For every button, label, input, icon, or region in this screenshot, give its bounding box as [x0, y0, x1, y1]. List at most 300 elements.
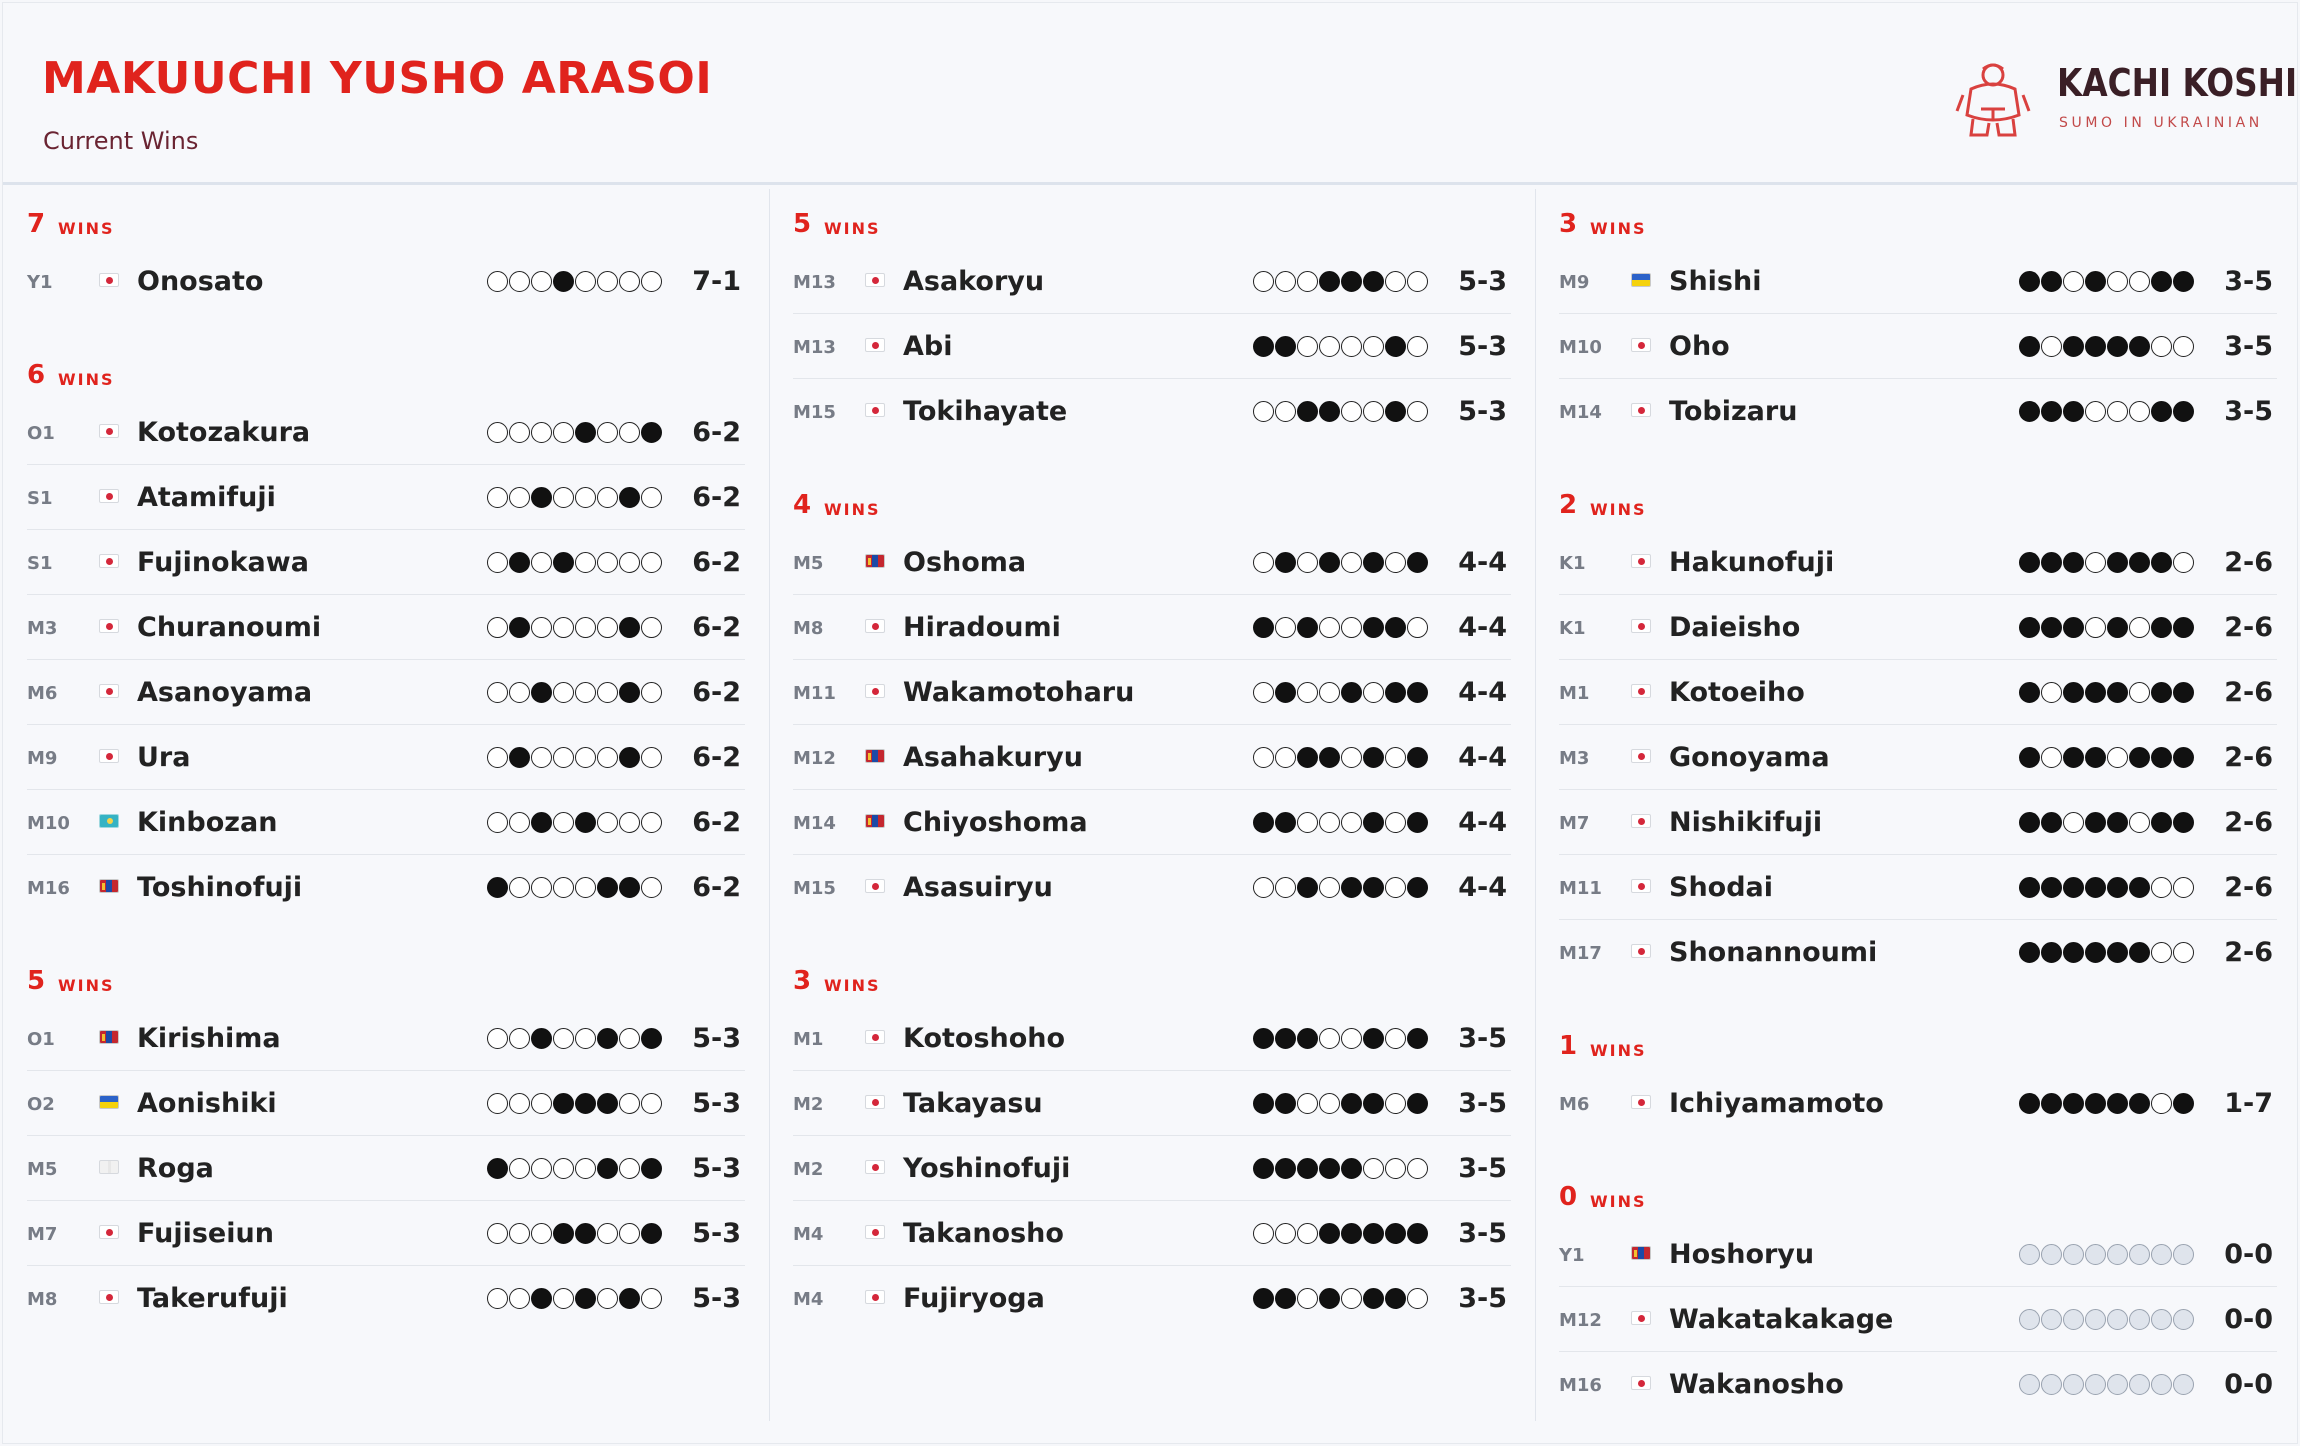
rikishi-row[interactable]: [793, 249, 1511, 314]
win-dot: [1253, 1223, 1274, 1244]
win-dot: [2085, 552, 2106, 573]
win-dot: [1407, 271, 1428, 292]
loss-dot: [2107, 877, 2128, 898]
win-dot: [2173, 336, 2194, 357]
flag-jp-icon: [1631, 1376, 1651, 1390]
rikishi-row[interactable]: [27, 1266, 745, 1331]
rikishi-name: Hakunofuji: [1669, 547, 1835, 578]
wins-count: 3: [1559, 209, 1578, 239]
loss-dot: [531, 682, 552, 703]
rikishi-row[interactable]: [793, 595, 1511, 660]
win-dot: [1319, 812, 1340, 833]
rikishi-name: Takanosho: [903, 1218, 1064, 1249]
win-dot: [597, 271, 618, 292]
loss-dot: [2019, 747, 2040, 768]
win-dot: [531, 747, 552, 768]
loss-dot: [2019, 1093, 2040, 1114]
win-dot: [1275, 271, 1296, 292]
win-dot: [1319, 682, 1340, 703]
rikishi-row[interactable]: [1559, 725, 2277, 790]
rikishi-name: Hoshoryu: [1669, 1239, 1815, 1270]
rikishi-row[interactable]: [1559, 314, 2277, 379]
win-loss-record: 2-6: [2224, 547, 2273, 578]
loss-dot: [487, 1158, 508, 1179]
wins-group-heading: [1559, 1011, 2277, 1071]
unplayed-dot: [2151, 1374, 2172, 1395]
win-loss-record: 5-3: [1458, 266, 1507, 297]
win-loss-record: 3-5: [1458, 1153, 1507, 1184]
unplayed-dot: [2173, 1309, 2194, 1330]
loss-dot: [2063, 747, 2084, 768]
win-dot: [619, 1223, 640, 1244]
win-dot: [2107, 271, 2128, 292]
win-dot: [2151, 1093, 2172, 1114]
win-dot: [531, 552, 552, 573]
rikishi-row[interactable]: [793, 314, 1511, 379]
win-dot: [487, 812, 508, 833]
wins-group: [1559, 1162, 2277, 1417]
loss-dot: [2041, 877, 2062, 898]
group-spacer: [793, 920, 1511, 946]
flag-jp-icon: [1631, 944, 1651, 958]
win-dot: [553, 877, 574, 898]
bout-results: [487, 271, 662, 293]
loss-dot: [1385, 401, 1406, 422]
unplayed-dot: [2063, 1309, 2084, 1330]
win-dot: [1341, 552, 1362, 573]
loss-dot: [2041, 942, 2062, 963]
wins-group: [27, 946, 745, 1331]
kachi-koshi-logo: [1953, 55, 2298, 145]
rank-label: M11: [1559, 878, 1602, 899]
win-loss-record: 4-4: [1458, 742, 1507, 773]
rikishi-row[interactable]: [793, 790, 1511, 855]
rikishi-row[interactable]: [793, 725, 1511, 790]
flag-jp-icon: [865, 1030, 885, 1044]
rikishi-row[interactable]: [1559, 1352, 2277, 1417]
rikishi-row[interactable]: [1559, 1071, 2277, 1136]
loss-dot: [575, 422, 596, 443]
bout-results: [2019, 1374, 2194, 1396]
flag-mn-icon: [99, 879, 119, 893]
rikishi-row[interactable]: [793, 660, 1511, 725]
rank-label: M10: [27, 813, 70, 834]
loss-dot: [2063, 1093, 2084, 1114]
loss-dot: [1253, 617, 1274, 638]
bout-results: [1253, 1223, 1428, 1245]
rikishi-row[interactable]: [793, 530, 1511, 595]
rikishi-row[interactable]: [1559, 249, 2277, 314]
win-dot: [619, 1093, 640, 1114]
rank-label: M6: [27, 683, 58, 704]
win-dot: [487, 1093, 508, 1114]
win-loss-record: 5-3: [1458, 331, 1507, 362]
loss-dot: [2019, 552, 2040, 573]
wins-group: [793, 189, 1511, 444]
win-dot: [1275, 401, 1296, 422]
win-dot: [619, 812, 640, 833]
wins-group: [1559, 1011, 2277, 1136]
win-loss-record: 0-0: [2224, 1369, 2273, 1400]
win-dot: [2173, 942, 2194, 963]
win-dot: [531, 1158, 552, 1179]
rikishi-row[interactable]: [793, 855, 1511, 920]
rikishi-row[interactable]: [793, 379, 1511, 444]
win-loss-record: 7-1: [692, 266, 741, 297]
loss-dot: [2151, 271, 2172, 292]
rank-label: M4: [793, 1224, 824, 1245]
win-dot: [487, 1288, 508, 1309]
bout-results: [2019, 552, 2194, 574]
loss-dot: [2107, 617, 2128, 638]
flag-mn-icon: [865, 554, 885, 568]
rikishi-row[interactable]: [27, 530, 745, 595]
win-dot: [575, 1028, 596, 1049]
loss-dot: [619, 1288, 640, 1309]
loss-dot: [2107, 682, 2128, 703]
loss-dot: [1363, 271, 1384, 292]
win-loss-record: 1-7: [2224, 1088, 2273, 1119]
bout-results: [487, 1158, 662, 1180]
loss-dot: [575, 812, 596, 833]
loss-dot: [1297, 617, 1318, 638]
page-subtitle: Current Wins: [43, 127, 199, 155]
win-dot: [641, 877, 662, 898]
bout-results: [487, 747, 662, 769]
bout-results: [1253, 1158, 1428, 1180]
rikishi-name: Shodai: [1669, 872, 1774, 903]
unplayed-dot: [2107, 1309, 2128, 1330]
rank-label: M9: [1559, 272, 1590, 293]
flag-jp-icon: [99, 1225, 119, 1239]
wins-group: [27, 340, 745, 920]
loss-dot: [597, 1028, 618, 1049]
rank-label: M14: [793, 813, 836, 834]
loss-dot: [1253, 1288, 1274, 1309]
win-loss-record: 6-2: [692, 547, 741, 578]
rank-label: O1: [27, 423, 55, 444]
rikishi-row[interactable]: [27, 1006, 745, 1071]
loss-dot: [1363, 747, 1384, 768]
rikishi-row[interactable]: [1559, 1222, 2277, 1287]
loss-dot: [2063, 336, 2084, 357]
win-dot: [509, 1288, 530, 1309]
win-loss-record: 5-3: [692, 1218, 741, 1249]
unplayed-dot: [2019, 1374, 2040, 1395]
flag-jp-icon: [865, 1160, 885, 1174]
loss-dot: [1363, 1028, 1384, 1049]
win-dot: [553, 747, 574, 768]
win-dot: [1341, 336, 1362, 357]
wins-count: 2: [1559, 490, 1578, 520]
rikishi-row[interactable]: [793, 1071, 1511, 1136]
bout-results: [1253, 1288, 1428, 1310]
rikishi-name: Takerufuji: [137, 1283, 288, 1314]
loss-dot: [1407, 812, 1428, 833]
rikishi-name: Hiradoumi: [903, 612, 1061, 643]
rikishi-row[interactable]: [27, 660, 745, 725]
win-loss-record: 5-3: [692, 1023, 741, 1054]
win-dot: [2063, 812, 2084, 833]
rikishi-row[interactable]: [793, 1266, 1511, 1331]
wins-group: [793, 946, 1511, 1331]
rikishi-row[interactable]: [27, 1201, 745, 1266]
rikishi-row[interactable]: [27, 725, 745, 790]
win-loss-record: 0-0: [2224, 1239, 2273, 1270]
win-dot: [509, 812, 530, 833]
win-dot: [553, 812, 574, 833]
rank-label: M9: [27, 748, 58, 769]
win-dot: [619, 422, 640, 443]
loss-dot: [2063, 552, 2084, 573]
win-dot: [1275, 617, 1296, 638]
loss-dot: [1319, 1288, 1340, 1309]
win-dot: [1319, 1028, 1340, 1049]
win-dot: [641, 552, 662, 573]
win-dot: [1253, 401, 1274, 422]
win-dot: [509, 487, 530, 508]
win-dot: [487, 617, 508, 638]
loss-dot: [2041, 401, 2062, 422]
rikishi-row[interactable]: [1559, 790, 2277, 855]
loss-dot: [1275, 552, 1296, 573]
win-loss-record: 2-6: [2224, 742, 2273, 773]
wins-label: WINS: [824, 219, 881, 238]
win-loss-record: 3-5: [1458, 1088, 1507, 1119]
rank-label: M4: [793, 1289, 824, 1310]
win-dot: [1407, 336, 1428, 357]
loss-dot: [2173, 401, 2194, 422]
win-loss-record: 5-3: [692, 1153, 741, 1184]
wins-group-heading: [1559, 189, 2277, 249]
wins-label: WINS: [824, 500, 881, 519]
wins-column: [793, 189, 1511, 1421]
win-loss-record: 4-4: [1458, 807, 1507, 838]
loss-dot: [2019, 682, 2040, 703]
flag-jp-icon: [1631, 619, 1651, 633]
flag-jp-icon: [99, 554, 119, 568]
bout-results: [487, 422, 662, 444]
win-dot: [597, 747, 618, 768]
loss-dot: [619, 877, 640, 898]
loss-dot: [1341, 877, 1362, 898]
loss-dot: [1341, 682, 1362, 703]
flag-jp-icon: [1631, 684, 1651, 698]
logo-title: KACHI KOSHI: [2057, 61, 2298, 105]
win-dot: [1319, 877, 1340, 898]
win-dot: [487, 1028, 508, 1049]
loss-dot: [1385, 1223, 1406, 1244]
win-dot: [553, 487, 574, 508]
rikishi-name: Chiyoshoma: [903, 807, 1088, 838]
rank-label: M16: [1559, 1375, 1602, 1396]
win-dot: [575, 747, 596, 768]
loss-dot: [2107, 812, 2128, 833]
rikishi-row[interactable]: [27, 1136, 745, 1201]
rikishi-name: Ichiyamamoto: [1669, 1088, 1884, 1119]
win-dot: [509, 877, 530, 898]
leaderboard-page: [2, 2, 2298, 1444]
win-loss-record: 0-0: [2224, 1304, 2273, 1335]
rikishi-row[interactable]: [27, 855, 745, 920]
bout-results: [1253, 336, 1428, 358]
rikishi-row[interactable]: [27, 1071, 745, 1136]
win-dot: [1275, 877, 1296, 898]
loss-dot: [1319, 747, 1340, 768]
wins-group: [793, 470, 1511, 920]
unplayed-dot: [2085, 1244, 2106, 1265]
win-dot: [2129, 812, 2150, 833]
win-loss-record: 6-2: [692, 482, 741, 513]
rikishi-row[interactable]: [1559, 1287, 2277, 1352]
rank-label: S1: [27, 553, 53, 574]
loss-dot: [2129, 552, 2150, 573]
win-dot: [531, 877, 552, 898]
rikishi-name: Onosato: [137, 266, 264, 297]
win-dot: [1253, 271, 1274, 292]
rikishi-name: Kotoshoho: [903, 1023, 1066, 1054]
win-dot: [1407, 1288, 1428, 1309]
rank-label: M5: [793, 553, 824, 574]
win-dot: [487, 747, 508, 768]
win-dot: [1341, 747, 1362, 768]
flag-jp-icon: [865, 403, 885, 417]
win-dot: [2063, 271, 2084, 292]
unplayed-dot: [2085, 1309, 2106, 1330]
rikishi-row[interactable]: [1559, 379, 2277, 444]
rikishi-row[interactable]: [27, 595, 745, 660]
wins-group-heading: [1559, 470, 2277, 530]
win-dot: [509, 1158, 530, 1179]
loss-dot: [2151, 682, 2172, 703]
wins-label: WINS: [58, 976, 115, 995]
flag-kz-icon: [99, 814, 119, 828]
win-loss-record: 5-3: [692, 1088, 741, 1119]
unplayed-dot: [2151, 1309, 2172, 1330]
bout-results: [2019, 682, 2194, 704]
flag-jp-icon: [865, 338, 885, 352]
rikishi-row[interactable]: [27, 400, 745, 465]
group-spacer: [1559, 1136, 2277, 1162]
win-dot: [1385, 552, 1406, 573]
rank-label: M8: [27, 1289, 58, 1310]
rikishi-name: Shonannoumi: [1669, 937, 1878, 968]
loss-dot: [2151, 617, 2172, 638]
bout-results: [487, 1093, 662, 1115]
loss-dot: [2085, 336, 2106, 357]
flag-jp-icon: [99, 424, 119, 438]
bout-results: [2019, 401, 2194, 423]
win-dot: [1341, 617, 1362, 638]
rikishi-row[interactable]: [27, 465, 745, 530]
win-dot: [553, 1158, 574, 1179]
rikishi-name: Oho: [1669, 331, 1730, 362]
rikishi-row[interactable]: [1559, 855, 2277, 920]
win-dot: [1341, 1028, 1362, 1049]
loss-dot: [2151, 552, 2172, 573]
win-loss-record: 3-5: [1458, 1023, 1507, 1054]
loss-dot: [1319, 401, 1340, 422]
rikishi-row[interactable]: [1559, 595, 2277, 660]
win-dot: [575, 877, 596, 898]
rank-label: Y1: [1559, 1245, 1585, 1266]
group-spacer: [793, 444, 1511, 470]
loss-dot: [597, 1093, 618, 1114]
win-dot: [641, 487, 662, 508]
loss-dot: [575, 1288, 596, 1309]
rikishi-name: Fujinokawa: [137, 547, 309, 578]
loss-dot: [531, 487, 552, 508]
win-dot: [575, 271, 596, 292]
win-dot: [597, 422, 618, 443]
win-dot: [553, 617, 574, 638]
loss-dot: [2019, 617, 2040, 638]
loss-dot: [1363, 617, 1384, 638]
rikishi-name: Kotozakura: [137, 417, 311, 448]
flag-jp-icon: [865, 1225, 885, 1239]
rank-label: M13: [793, 272, 836, 293]
loss-dot: [1363, 552, 1384, 573]
win-dot: [487, 422, 508, 443]
win-dot: [641, 747, 662, 768]
rank-label: M1: [1559, 683, 1590, 704]
loss-dot: [1341, 1158, 1362, 1179]
unplayed-dot: [2173, 1374, 2194, 1395]
rikishi-row[interactable]: [1559, 920, 2277, 985]
flag-jp-icon: [865, 684, 885, 698]
loss-dot: [531, 812, 552, 833]
wins-label: WINS: [1590, 1041, 1647, 1060]
win-loss-record: 2-6: [2224, 807, 2273, 838]
rank-label: M11: [793, 683, 836, 704]
win-dot: [531, 1223, 552, 1244]
wins-group-heading: [793, 946, 1511, 1006]
rikishi-row[interactable]: [1559, 660, 2277, 725]
win-dot: [2129, 401, 2150, 422]
win-dot: [1407, 401, 1428, 422]
flag-mn-icon: [865, 814, 885, 828]
rikishi-row[interactable]: [27, 249, 745, 314]
rikishi-row[interactable]: [793, 1136, 1511, 1201]
loss-dot: [1363, 1223, 1384, 1244]
win-loss-record: 2-6: [2224, 677, 2273, 708]
win-dot: [641, 812, 662, 833]
rank-label: M16: [27, 878, 70, 899]
win-loss-record: 6-2: [692, 807, 741, 838]
rank-label: S1: [27, 488, 53, 509]
rikishi-row[interactable]: [793, 1006, 1511, 1071]
win-dot: [1363, 682, 1384, 703]
flag-ge-icon: [99, 1160, 119, 1174]
rikishi-row[interactable]: [793, 1201, 1511, 1266]
loss-dot: [1341, 1093, 1362, 1114]
rikishi-row[interactable]: [27, 790, 745, 855]
flag-mn-icon: [1631, 1246, 1651, 1260]
win-dot: [1297, 271, 1318, 292]
loss-dot: [1385, 336, 1406, 357]
win-dot: [553, 422, 574, 443]
rikishi-name: Tokihayate: [903, 396, 1068, 427]
rikishi-name: Kotoeiho: [1669, 677, 1805, 708]
rikishi-name: Aonishiki: [137, 1088, 277, 1119]
win-dot: [597, 1288, 618, 1309]
rank-label: M17: [1559, 943, 1602, 964]
rikishi-row[interactable]: [1559, 530, 2277, 595]
flag-mn-icon: [865, 749, 885, 763]
loss-dot: [1275, 1093, 1296, 1114]
bout-results: [487, 487, 662, 509]
win-loss-record: 5-3: [1458, 396, 1507, 427]
